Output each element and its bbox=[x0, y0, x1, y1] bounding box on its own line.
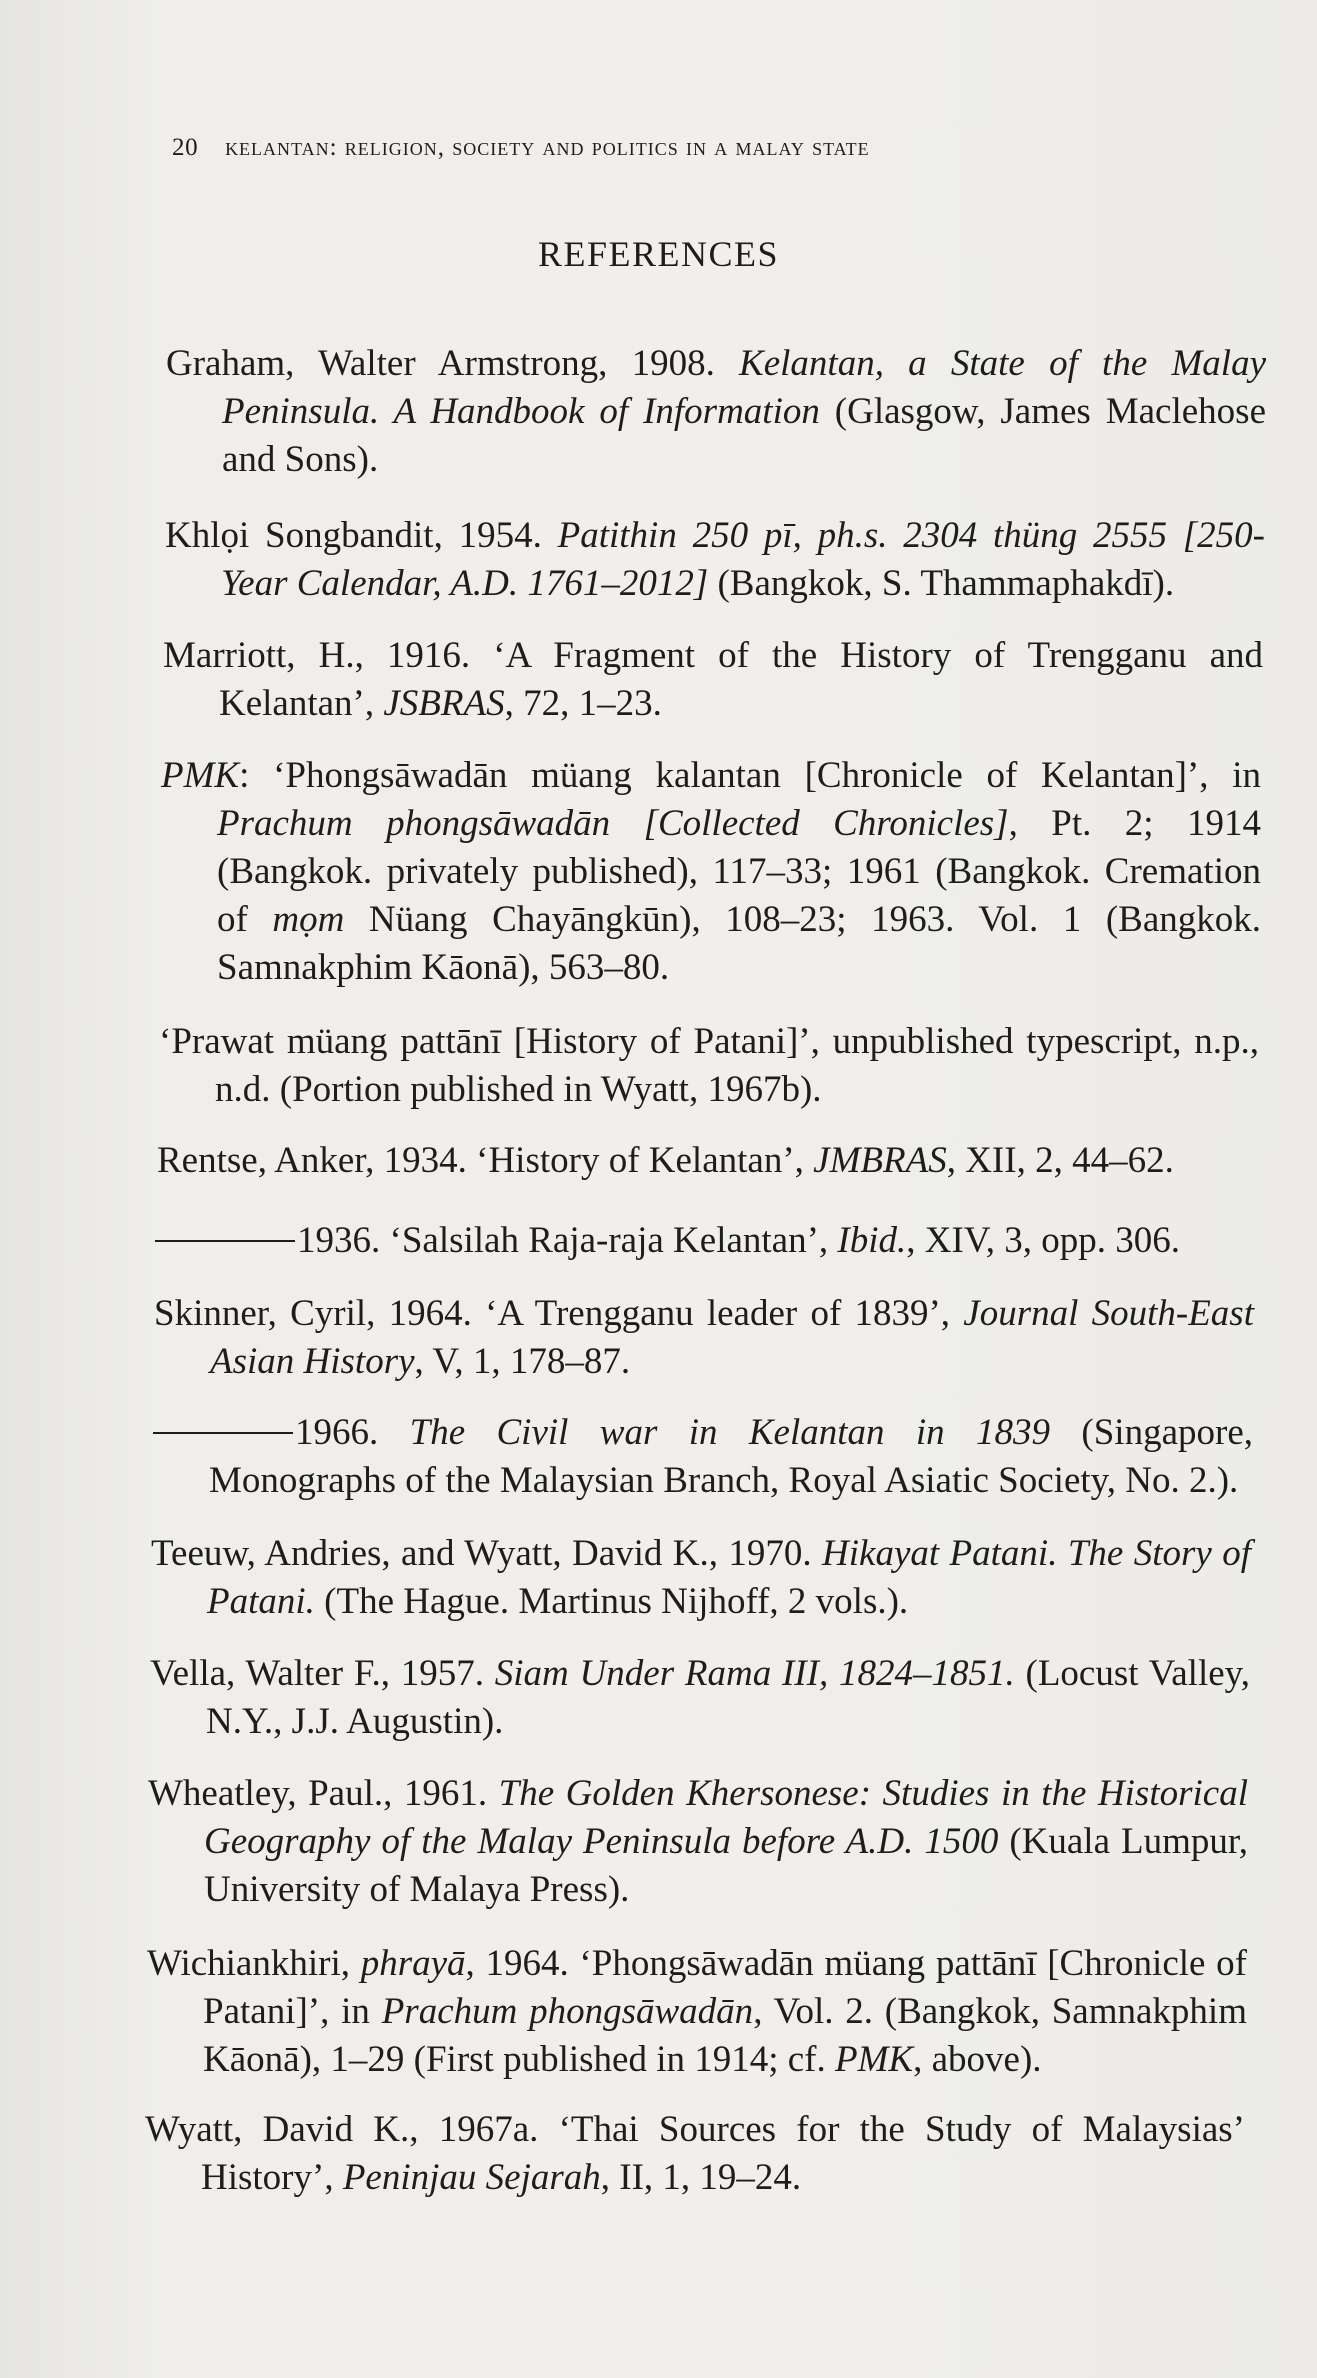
repeat-author-dash bbox=[153, 1432, 293, 1434]
reference-entry-pmk: PMK: ‘Phongsāwadān müang kalantan [Chronicle of Kelantan]’, in Prachum phongsāwadān [Collected Chronicles], Pt. 2; 1914 (Bangkok. privately published), 117–33; 1961 (Bangkok. Cremation of mọm Nüang Chayāngkūn), 108–23; 1963. Vol. 1 (Bangkok. Samnakphim Kāonā), 563–80. bbox=[161, 755, 1262, 988]
page-number: 20 bbox=[172, 134, 199, 161]
reference-entry-vella: Vella, Walter F., 1957. Siam Under Rama III, 1824–1851. (Locust Valley, N.Y., J.J. Augustin). bbox=[150, 1653, 1251, 1742]
running-head bbox=[172, 134, 1192, 162]
reference-entry-wichiankhiri: Wichiankhiri, phrayā, 1964. ‘Phongsāwadān müang pattānī [Chronicle of Patani]’, in Prachum phongsāwadān, Vol. 2. (Bangkok, Samnakphim Kāonā), 1–29 (First published in 1914; cf. PMK, above). bbox=[147, 1943, 1247, 2080]
reference-entry-skinner-1966: 1966. The Civil war in Kelantan in 1839 (Singapore, Monographs of the Malaysian Branch, Royal Asiatic Society, No. 2.). bbox=[153, 1409, 1253, 1505]
reference-entry-khloi: Khlọi Songbandit, 1954. Patithin 250 pī, ph.s. 2304 thüng 2555 [250-Year Calendar, A.D. 1761–2012] (Bangkok, S. Thammaphakdī). bbox=[165, 515, 1265, 604]
running-title: kelantan: religion, society and politics in a malay state bbox=[225, 134, 870, 161]
reference-entry-graham: Graham, Walter Armstrong, 1908. Kelantan, a State of the Malay Peninsula. A Handbook of Information (Glasgow, James Maclehose and Sons). bbox=[166, 343, 1266, 480]
reference-entry-wyatt: Wyatt, David K., 1967a. ‘Thai Sources for the Study of Malaysias’ History’, Peninjau Sejarah, II, 1, 19–24. bbox=[145, 2109, 1245, 2198]
reference-entry-skinner: Skinner, Cyril, 1964. ‘A Trengganu leader of 1839’, Journal South-East Asian History, V, 1, 178–87. bbox=[154, 1293, 1254, 1382]
reference-entry-teeuw: Teeuw, Andries, and Wyatt, David K., 1970. Hikayat Patani. The Story of Patani. (The Hague. Martinus Nijhoff, 2 vols.). bbox=[151, 1533, 1251, 1622]
reference-entry-rentse-1936: 1936. ‘Salsilah Raja-raja Kelantan’, Ibid., XIV, 3, opp. 306. bbox=[155, 1217, 1255, 1265]
reference-entry-marriott: Marriott, H., 1916. ‘A Fragment of the History of Trengganu and Kelantan’, JSBRAS, 72, 1–23. bbox=[163, 635, 1263, 724]
reference-entry-prawat: ‘Prawat müang pattānī [History of Patani]’, unpublished typescript, n.p., n.d. (Portion published in Wyatt, 1967b). bbox=[159, 1021, 1259, 1110]
reference-entry-wheatley: Wheatley, Paul., 1961. The Golden Khersonese: Studies in the Historical Geography of the Malay Peninsula before A.D. 1500 (Kuala Lumpur, University of Malaya Press). bbox=[148, 1773, 1248, 1910]
repeat-author-dash bbox=[155, 1240, 295, 1242]
section-title: REFERENCES bbox=[537, 234, 780, 274]
reference-entry-rentse: Rentse, Anker, 1934. ‘History of Kelantan’, JMBRAS, XII, 2, 44–62. bbox=[157, 1140, 1174, 1181]
